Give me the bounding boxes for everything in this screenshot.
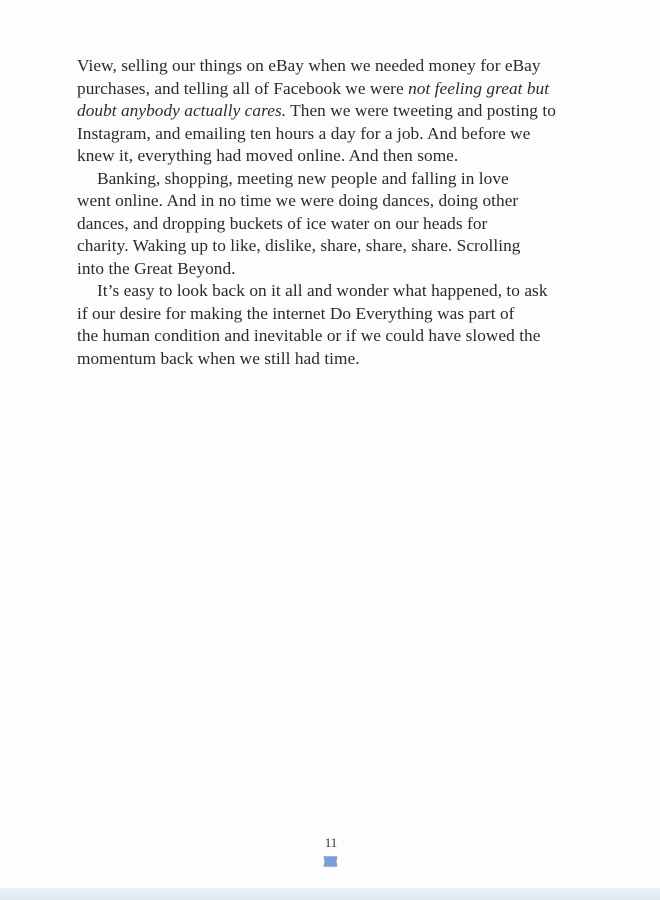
text-line: View, selling our things on eBay when we needed money for eBay: [77, 56, 541, 75]
text-line: the human condition and inevitable or if we could have slowed the: [77, 326, 541, 345]
italic-text: not feeling great but: [408, 78, 550, 98]
text-line: doubt anybody actually cares. Then we were tweeting and posting to: [77, 101, 556, 120]
text-line: Instagram, and emailing ten hours a day for a job. And before we: [77, 123, 531, 143]
page-ornament-icon: [322, 855, 339, 868]
scan-edge: [0, 888, 660, 900]
paragraph-start-line: It’s easy to look back on it all and wonder what happened, to ask: [97, 281, 548, 300]
text-line: momentum back when we still had time.: [77, 348, 360, 368]
paragraph-start-line: Banking, shopping, meeting new people and falling in love: [97, 168, 509, 188]
text-line: into the Great Beyond.: [77, 258, 236, 278]
body-text: [77, 55, 587, 370]
italic-text: doubt anybody actually cares.: [77, 101, 287, 120]
text-line: purchases, and telling all of Facebook we were not feeling great but: [77, 78, 550, 98]
text-line: charity. Waking up to like, dislike, share, share, share. Scrolling: [77, 236, 521, 255]
text-line: if our desire for making the internet Do Everything was part of: [77, 303, 515, 323]
text-line: dances, and dropping buckets of ice water on our heads for: [77, 213, 488, 233]
page-number: 11: [324, 835, 338, 850]
text-line: knew it, everything had moved online. And then some.: [77, 146, 459, 165]
text-line: went online. And in no time we were doing dances, doing other: [77, 191, 519, 210]
